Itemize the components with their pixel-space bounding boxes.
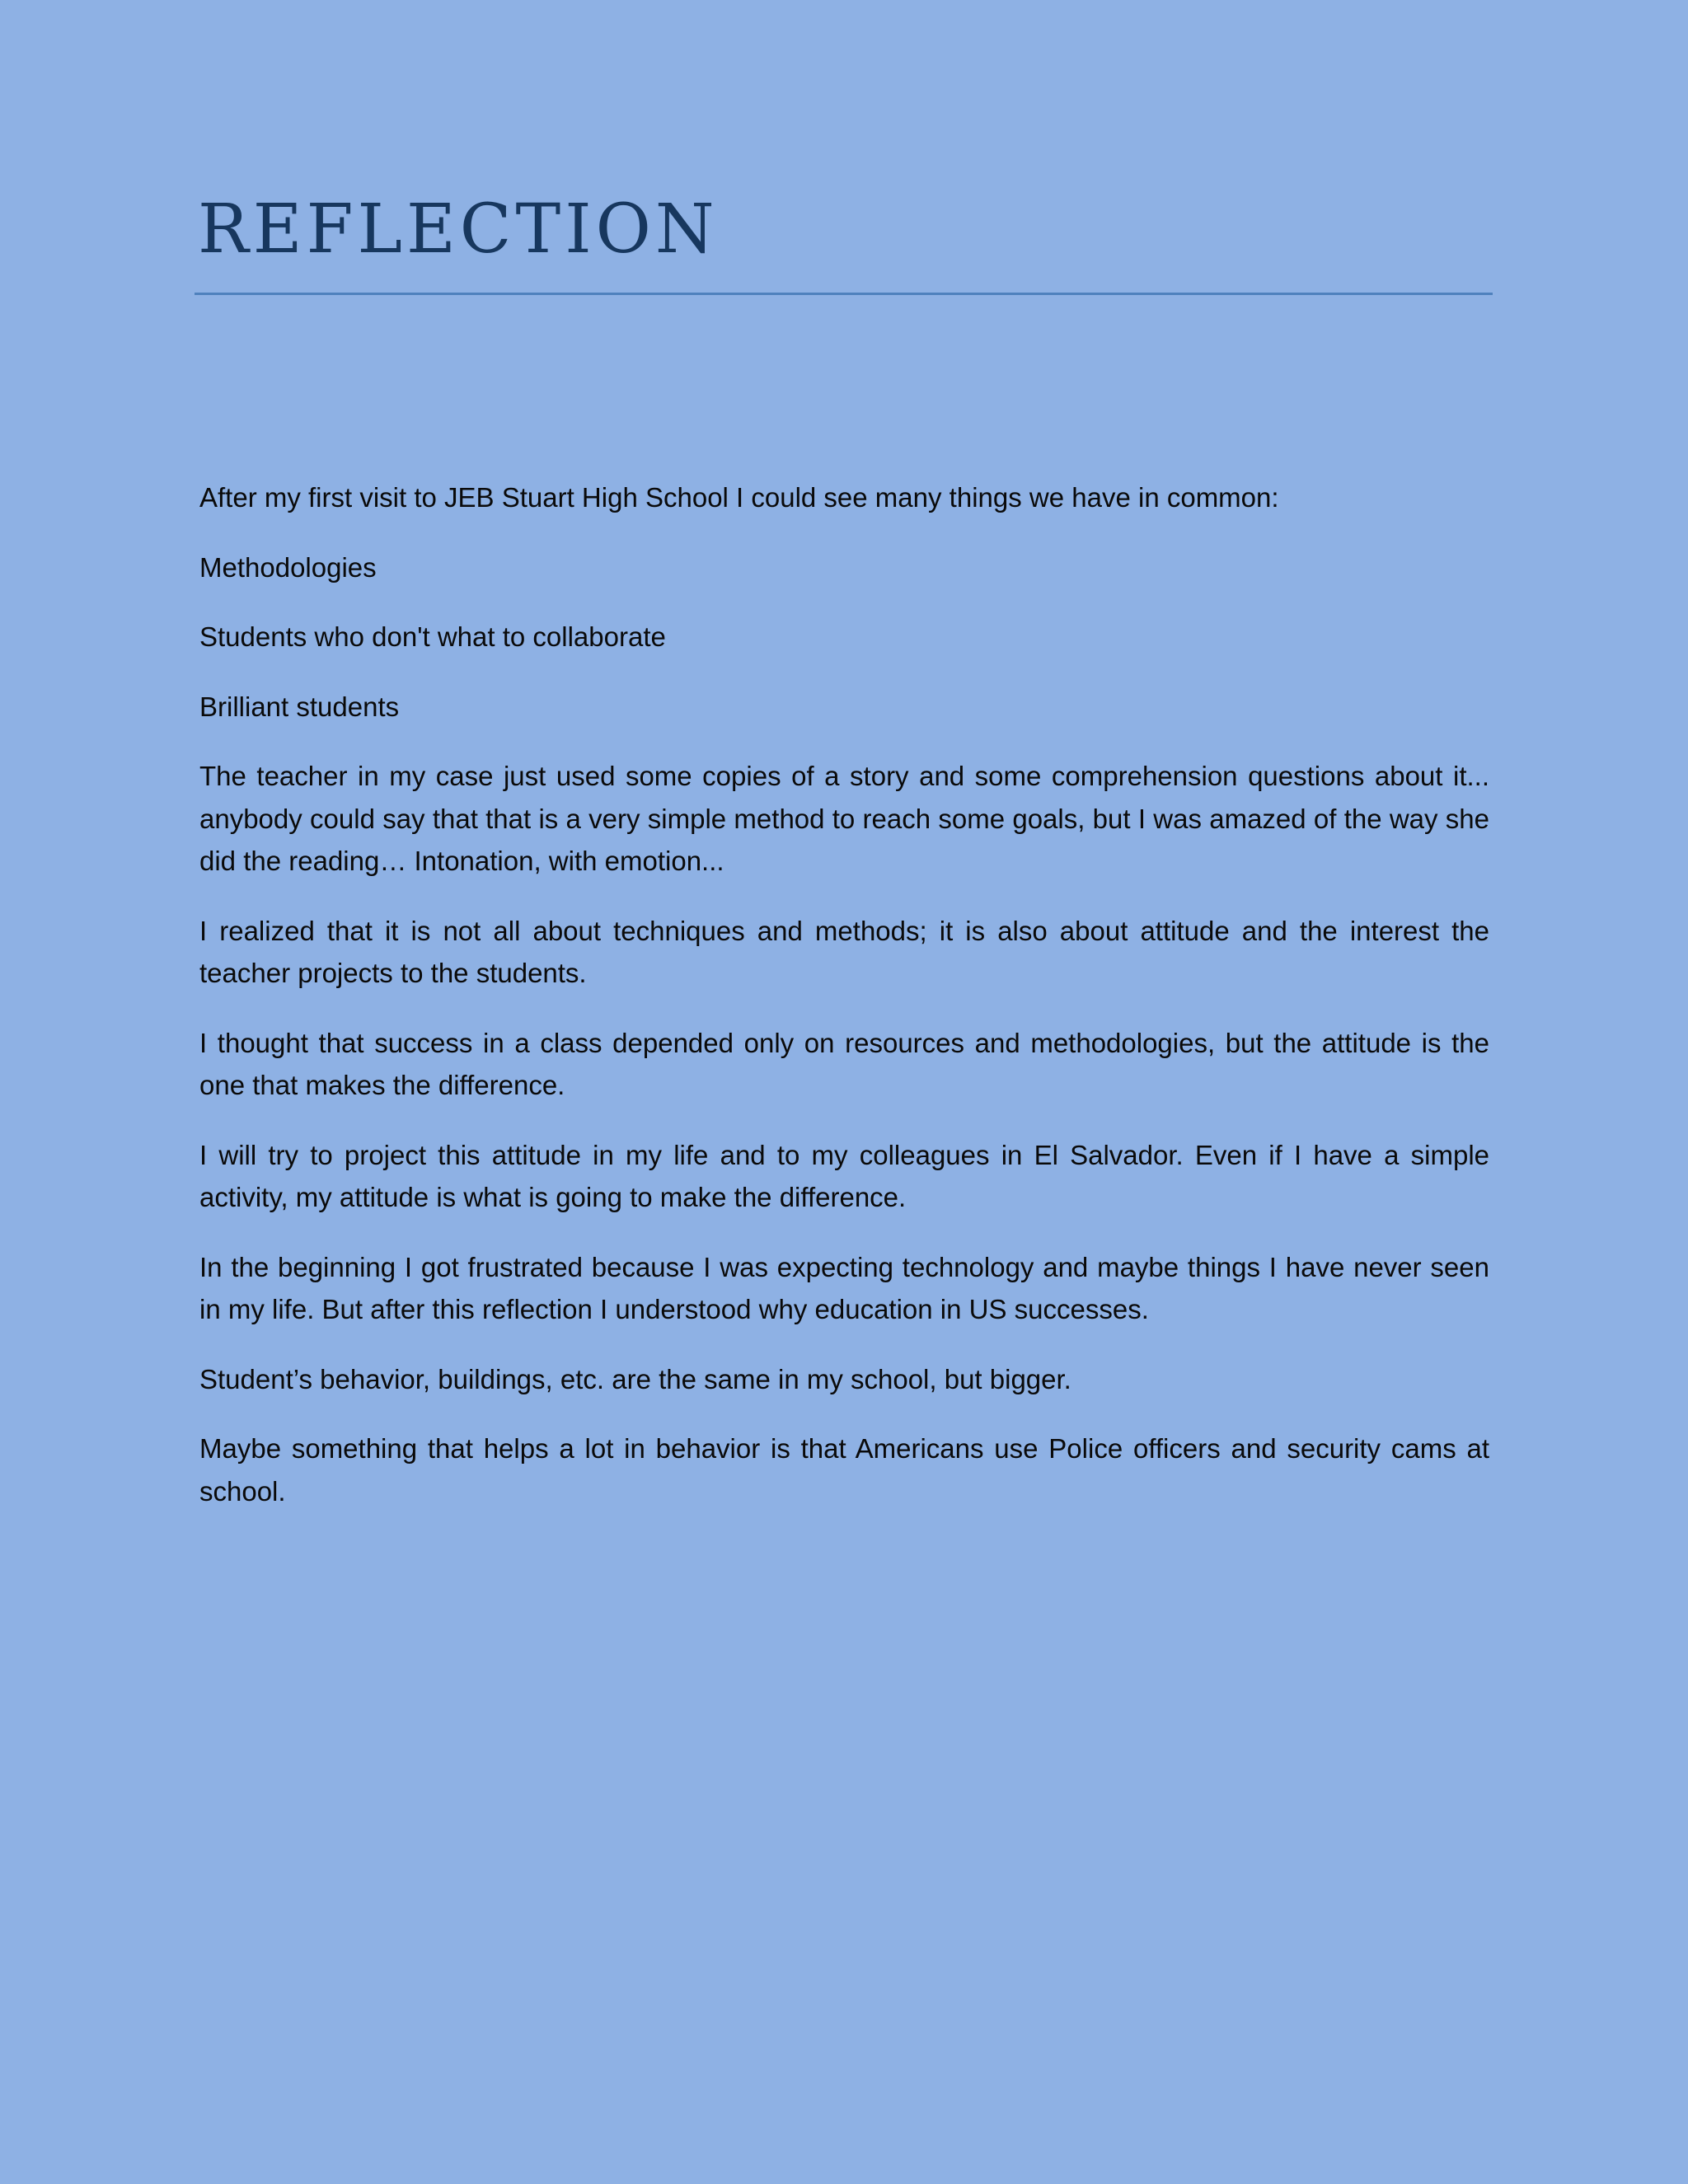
paragraph-behavior-buildings: Student’s behavior, buildings, etc. are the same in my school, but bigger. bbox=[199, 1363, 1071, 1394]
paragraph-intro: After my first visit to JEB Stuart High School I could see many things we have in common: bbox=[199, 482, 1279, 513]
paragraph-brilliant-students: Brilliant students bbox=[199, 691, 400, 722]
document-body bbox=[199, 476, 1489, 1540]
paragraph-attitude-interest: I realized that it is not all about techniques and methods; it is also about attitude and the interest the teacher projects to the students. bbox=[199, 915, 1489, 988]
paragraph-students-collaborate: Students who don't what to collaborate bbox=[199, 621, 666, 652]
page-title: REFLECTION bbox=[198, 190, 719, 269]
paragraph-success-class: I thought that success in a class depended only on resources and methodologies, but the attitude is the one that makes the difference. bbox=[199, 1027, 1489, 1100]
paragraph-teacher-story: The teacher in my case just used some copies of a story and some comprehension questions about it... anybody could say that that is a very simple method to reach some goals, but I was amazed of the way she did the reading… Intonation, with emotion... bbox=[199, 761, 1489, 876]
title-underline bbox=[195, 293, 1493, 295]
paragraph-methodologies: Methodologies bbox=[199, 551, 377, 583]
paragraph-frustrated: In the beginning I got frustrated because I was expecting technology and maybe things I have never seen in my life. But after this reflection I understood why education in US successes. bbox=[199, 1251, 1489, 1324]
paragraph-project-attitude: I will try to project this attitude in my life and to my colleagues in El Salvador. Even if I have a simple activity, my attitude is what is going to make the difference. bbox=[199, 1139, 1489, 1212]
paragraph-police-cams: Maybe something that helps a lot in behavior is that Americans use Police officers and security cams at school. bbox=[199, 1433, 1489, 1507]
